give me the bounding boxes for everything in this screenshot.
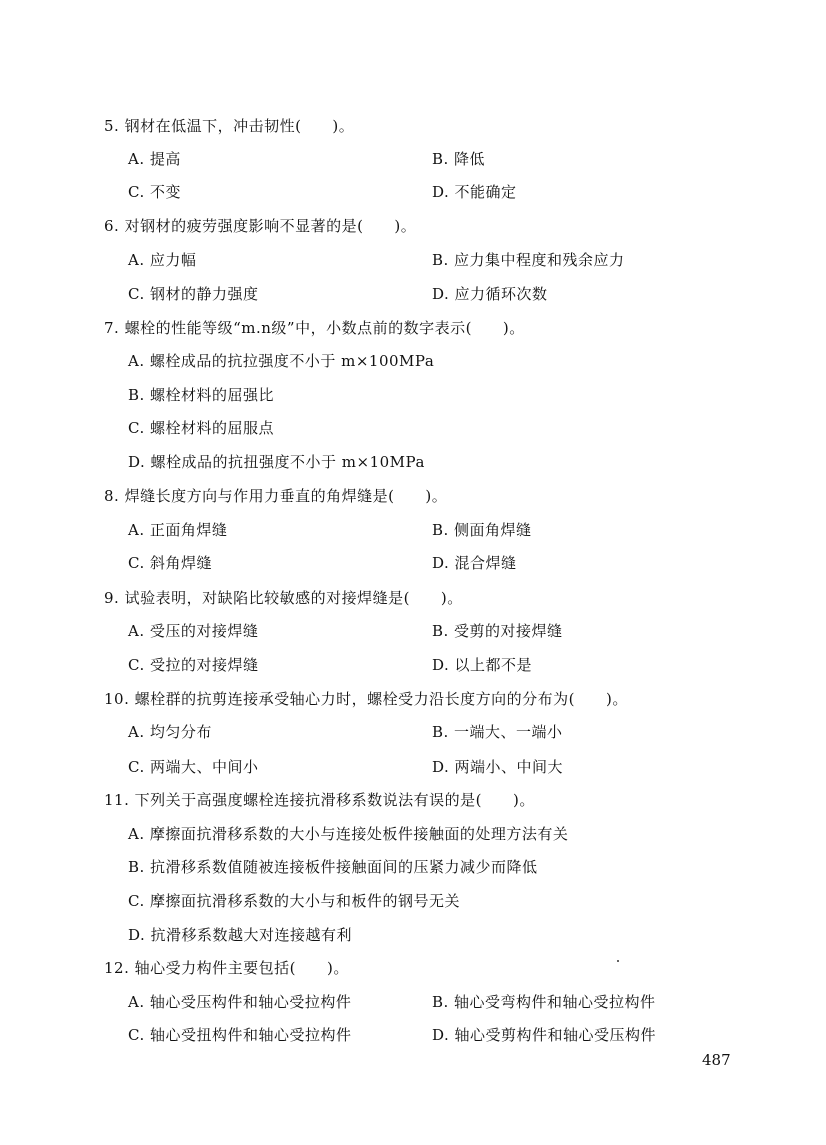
question-12-option-b: B. 轴心受弯构件和轴心受拉构件 <box>432 993 656 1011</box>
question-12-option-a: A. 轴心受压构件和轴心受拉构件 <box>128 993 352 1011</box>
question-7-stem: 7. 螺栓的性能等级“m.n级”中，小数点前的数字表示( )。 <box>104 319 525 337</box>
question-6-option-d: D. 应力循环次数 <box>432 285 548 303</box>
question-5-option-a: A. 提高 <box>128 150 181 168</box>
page-number: 487 <box>702 1051 731 1069</box>
question-9-option-b: B. 受剪的对接焊缝 <box>432 622 563 640</box>
question-9-stem: 9. 试验表明，对缺陷比较敏感的对接焊缝是( )。 <box>104 589 463 607</box>
question-7-option-c: C. 螺栓材料的屈服点 <box>128 419 274 437</box>
question-10-option-d: D. 两端小、中间大 <box>432 758 564 776</box>
question-11-option-c: C. 摩擦面抗滑移系数的大小与和板件的钢号无关 <box>128 892 460 910</box>
scan-speck <box>617 960 619 962</box>
question-11-option-d: D. 抗滑移系数越大对连接越有利 <box>128 926 353 944</box>
question-5-option-b: B. 降低 <box>432 150 486 168</box>
question-5-stem: 5. 钢材在低温下，冲击韧性( )。 <box>104 117 355 135</box>
question-8-option-a: A. 正面角焊缝 <box>128 521 228 539</box>
question-7-option-b: B. 螺栓材料的屈强比 <box>128 386 275 404</box>
question-8-option-b: B. 侧面角焊缝 <box>432 521 532 539</box>
question-10-option-c: C. 两端大、中间小 <box>128 758 259 776</box>
question-9-option-c: C. 受拉的对接焊缝 <box>128 656 259 674</box>
question-6-stem: 6. 对钢材的疲劳强度影响不显著的是( )。 <box>104 217 417 235</box>
question-7-option-d: D. 螺栓成品的抗扭强度不小于 m×10MPa <box>128 453 425 471</box>
question-8-option-c: C. 斜角焊缝 <box>128 554 212 572</box>
question-8-stem: 8. 焊缝长度方向与作用力垂直的角焊缝是( )。 <box>104 487 448 505</box>
question-8-option-d: D. 混合焊缝 <box>432 554 517 572</box>
question-10-option-a: A. 均匀分布 <box>128 723 212 741</box>
question-11-option-b: B. 抗滑移系数值随被连接板件接触面间的压紧力减少而降低 <box>128 858 538 876</box>
question-9-option-a: A. 受压的对接焊缝 <box>128 622 259 640</box>
question-7-option-a: A. 螺栓成品的抗拉强度不小于 m×100MPa <box>128 352 435 370</box>
question-11-option-a: A. 摩擦面抗滑移系数的大小与连接处板件接触面的处理方法有关 <box>128 825 569 843</box>
question-5-option-c: C. 不变 <box>128 183 181 201</box>
question-6-option-b: B. 应力集中程度和残余应力 <box>432 251 625 269</box>
question-5-option-d: D. 不能确定 <box>432 183 517 201</box>
question-6-option-a: A. 应力幅 <box>128 251 197 269</box>
question-10-stem: 10. 螺栓群的抗剪连接承受轴心力时，螺栓受力沿长度方向的分布为( )。 <box>104 690 628 708</box>
question-6-option-c: C. 钢材的静力强度 <box>128 285 259 303</box>
question-11-stem: 11. 下列关于高强度螺栓连接抗滑移系数说法有误的是( )。 <box>104 791 535 809</box>
question-12-option-c: C. 轴心受扭构件和轴心受拉构件 <box>128 1026 352 1044</box>
question-12-stem: 12. 轴心受力构件主要包括( )。 <box>104 959 349 977</box>
question-12-option-d: D. 轴心受剪构件和轴心受压构件 <box>432 1026 657 1044</box>
question-10-option-b: B. 一端大、一端小 <box>432 723 563 741</box>
question-9-option-d: D. 以上都不是 <box>432 656 533 674</box>
